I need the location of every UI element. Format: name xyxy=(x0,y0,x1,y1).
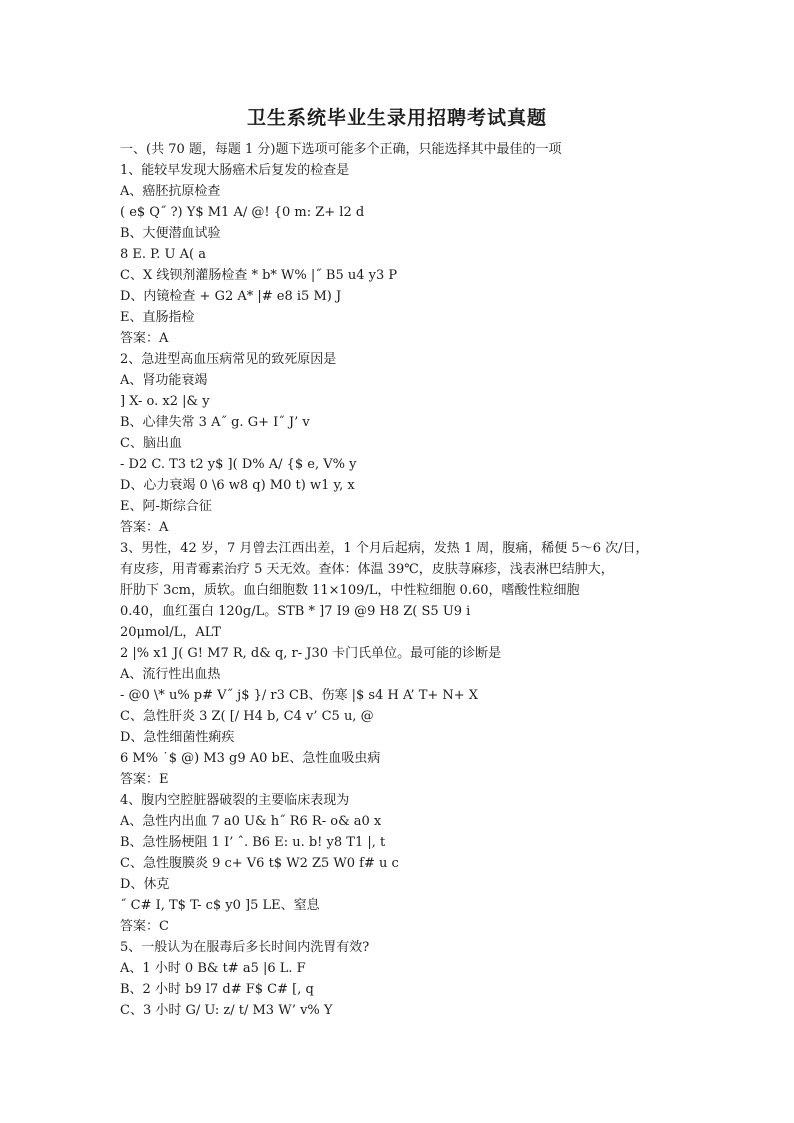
text-line: C、3 小时 G/ U: z/ t/ M3 W’ v% Y xyxy=(120,1003,333,1018)
text-line: 5、一般认为在服毒后多长时间内洗胃有效? xyxy=(120,940,370,955)
text-line: D、休克 xyxy=(120,877,170,892)
text-line: B、2 小时 b9 l7 d# F$ C# [, q xyxy=(120,982,314,997)
text-line: 答案：A xyxy=(120,331,169,346)
text-line: 8 E. P. U A( a xyxy=(120,247,206,262)
text-line: E、直肠指检 xyxy=(120,310,195,325)
page-title: 卫生系统毕业生录用招聘考试真题 xyxy=(246,107,547,129)
text-line: A、肾功能衰竭 xyxy=(120,373,208,388)
text-line: 1、能较早发现大肠癌术后复发的检查是 xyxy=(120,163,350,178)
text-line: D、心力衰竭 0 \6 w8 q) M0 t) w1 y, x xyxy=(120,478,355,493)
text-line: B、大便潜血试验 xyxy=(120,226,221,241)
text-line: D、内镜检查 + G2 A* |# e8 i5 M) J xyxy=(120,289,342,304)
text-line: A、1 小时 0 B& t# a5 |6 L. F xyxy=(120,961,306,976)
text-line: 0.40，血红蛋白 120g/L。STB * ]7 I9 @9 H8 Z( S5 U9 i xyxy=(120,604,471,619)
text-line: - @0 \* u% p# V˝ j$ }/ r3 CB、伤寒 |$ s4 H A’ T+ N+ X xyxy=(120,688,479,703)
text-line: ˝ C# I, T$ T- c$ y0 ]5 LE、窒息 xyxy=(120,898,320,913)
text-line: B、心律失常 3 A˝ g. G+ I˝ J’ v xyxy=(120,415,310,430)
text-line: 6 M% ˙$ @) M3 g9 A0 bE、急性血吸虫病 xyxy=(120,751,381,766)
exam-text-body xyxy=(120,139,720,1021)
text-line: 2 |% x1 J( G! M7 R, d& q, r- J30 卡门氏单位。最可能的诊断是 xyxy=(120,646,502,661)
text-line: B、急性肠梗阻 1 I’ ˆ. B6 E: u. b! y8 T1 |, t xyxy=(120,835,386,850)
text-line: C、急性腹膜炎 9 c+ V6 t$ W2 Z5 W0 f# u c xyxy=(120,856,399,871)
text-line: - D2 C. T3 t2 y$ ]( D% A/ {$ e, V% y xyxy=(120,457,357,472)
text-line: ( e$ Q˝ ?) Y$ M1 A/ @! {0 m: Z+ l2 d xyxy=(120,205,365,220)
text-line: D、急性细菌性痢疾 xyxy=(120,730,235,745)
text-line: 答案：C xyxy=(120,919,169,934)
text-line: C、急性肝炎 3 Z( [/ H4 b, C4 v’ C5 u, @ xyxy=(120,709,374,724)
text-line: C、脑出血 xyxy=(120,436,182,451)
text-line: E、阿-斯综合征 xyxy=(120,499,212,514)
text-line: 2、急进型高血压病常见的致死原因是 xyxy=(120,352,337,367)
text-line: A、急性内出血 7 a0 U& h˝ R6 R- o& a0 x xyxy=(120,814,382,829)
text-line: C、X 线钡剂灌肠检查 * b* W% |˝ B5 u4 y3 P xyxy=(120,268,398,283)
text-line: 答案：E xyxy=(120,772,169,787)
text-line: 答案：A xyxy=(120,520,169,535)
text-line: A、流行性出血热 xyxy=(120,667,221,682)
text-line: 3、男性，42 岁，7 月曾去江西出差，1 个月后起病，发热 1 周，腹痛，稀便 5～6 次/日， xyxy=(120,541,649,556)
text-line: ] X- o. x2 |& y xyxy=(120,394,210,409)
text-line: 一、(共 70 题，每题 1 分)题下选项可能多个正确，只能选择其中最佳的一项 xyxy=(120,142,562,157)
text-line: A、癌胚抗原检查 xyxy=(120,184,221,199)
text-line: 肝肋下 3cm，质软。血白细胞数 11×109/L，中性粒细胞 0.60，嗜酸性粒细胞 xyxy=(120,583,580,598)
text-line: 20μmol/L，ALT xyxy=(120,625,221,640)
text-line: 有皮疹，用青霉素治疗 5 天无效。查体：体温 39℃，皮肤荨麻疹，浅表淋巴结肿大， xyxy=(120,562,614,577)
text-line: 4、腹内空腔脏器破裂的主要临床表现为 xyxy=(120,793,350,808)
